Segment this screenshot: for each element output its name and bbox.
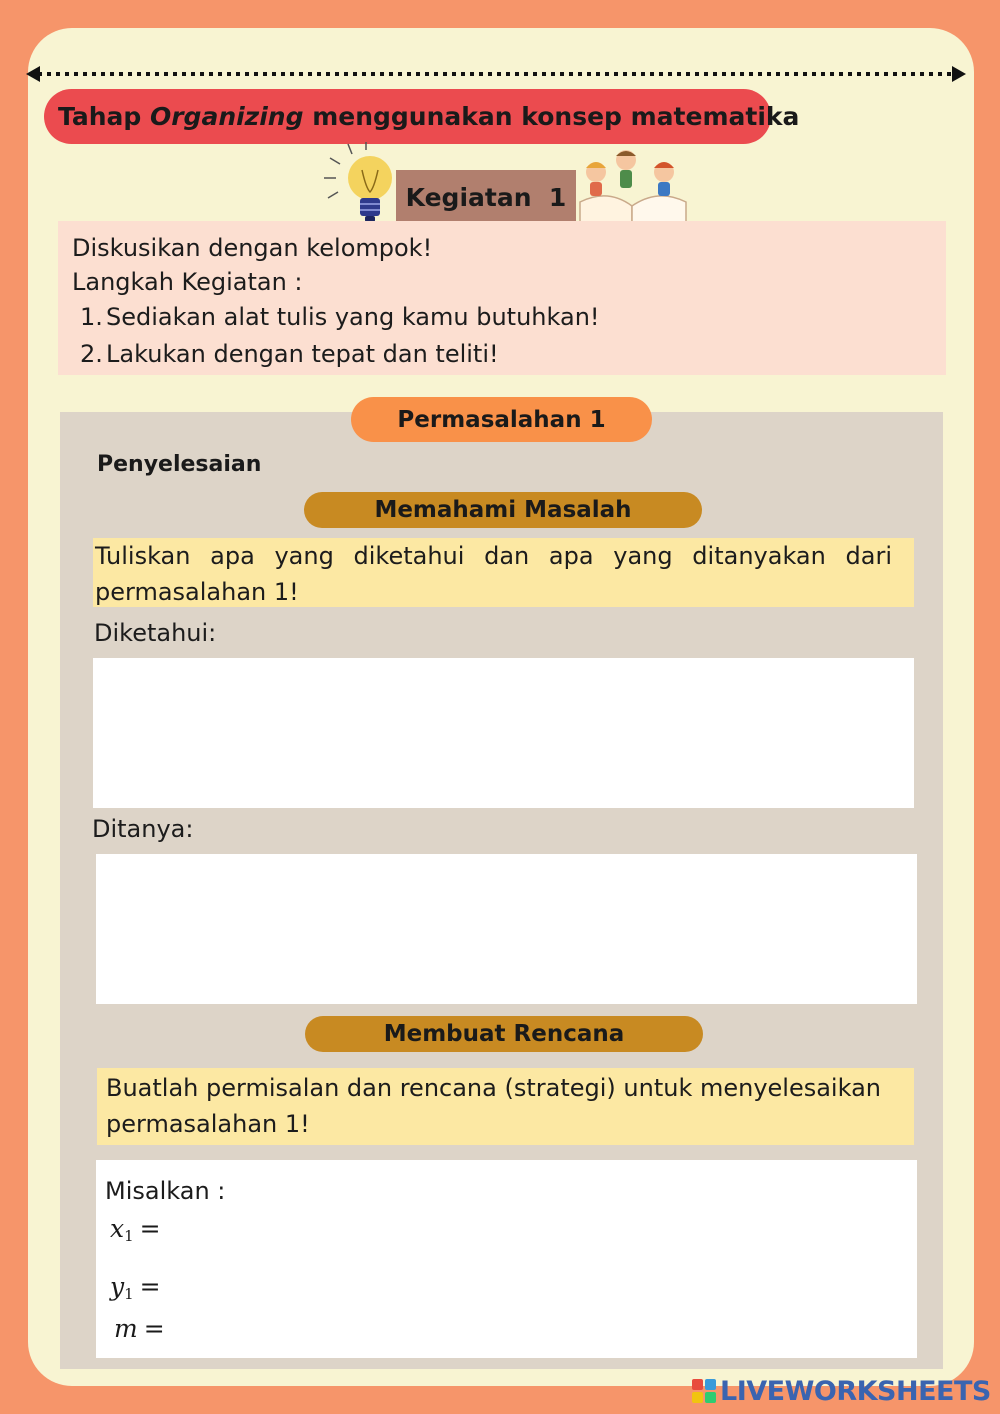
step-item: [80, 299, 932, 336]
steps-list: [72, 299, 932, 373]
variable-m: [114, 1314, 165, 1343]
instruction-line: Diskusikan dengan kelompok!: [72, 234, 433, 262]
title-text-pre: Tahap: [58, 102, 150, 131]
instructions-box: [58, 221, 946, 375]
step-item: [80, 336, 932, 373]
liveworksheets-icon: [692, 1379, 716, 1403]
variable-x1: [110, 1214, 161, 1245]
let-label: Misalkan :: [105, 1177, 226, 1205]
var-symbol: x: [110, 1214, 125, 1243]
var-subscript: 1: [124, 1285, 134, 1303]
var-subscript: 1: [124, 1227, 134, 1245]
asked-label: Ditanya:: [92, 815, 194, 843]
equals-sign: =: [143, 1314, 165, 1343]
make-plan-title: Membuat Rencana: [305, 1016, 703, 1052]
var-symbol: y: [110, 1272, 125, 1301]
step-text: Lakukan dengan tepat dan teliti!: [106, 340, 499, 368]
equals-sign: =: [139, 1214, 161, 1243]
plan-prompt-line: permasalahan 1!: [106, 1110, 310, 1138]
instruction-line: Langkah Kegiatan :: [72, 268, 303, 296]
variable-y1: [110, 1272, 161, 1303]
plan-answer-box[interactable]: [96, 1160, 917, 1358]
step-number: 2.: [80, 340, 103, 368]
title-text-italic: Organizing: [149, 102, 304, 131]
asked-answer-field[interactable]: [96, 854, 917, 1004]
dotted-arrow-divider: [24, 60, 968, 90]
title-text-post: menggunakan konsep matematika: [303, 102, 800, 131]
logo-text: LIVEWORKSHEETS: [720, 1375, 991, 1407]
stage-title: [44, 89, 800, 144]
liveworksheets-logo: [692, 1374, 991, 1408]
lightbulb-icon: [320, 140, 400, 232]
understand-prompt: Tuliskan apa yang diketahui dan apa yang ditanyakan dari permasalahan 1!: [93, 538, 914, 607]
equals-sign: =: [139, 1272, 161, 1301]
var-symbol: m: [114, 1314, 138, 1343]
known-answer-field[interactable]: [93, 658, 914, 808]
step-number: 1.: [80, 303, 103, 331]
activity-label: Kegiatan 1: [396, 170, 576, 224]
known-label: Diketahui:: [94, 619, 217, 647]
plan-prompt-line: Buatlah permisalan dan rencana (strategi) untuk menyelesaikan: [106, 1074, 881, 1102]
step-text: Sediakan alat tulis yang kamu butuhkan!: [106, 303, 600, 331]
plan-prompt: [97, 1068, 914, 1145]
solution-label: Penyelesaian: [97, 452, 262, 477]
problem-title: Permasalahan 1: [351, 397, 652, 442]
understand-problem-title: Memahami Masalah: [304, 492, 702, 528]
